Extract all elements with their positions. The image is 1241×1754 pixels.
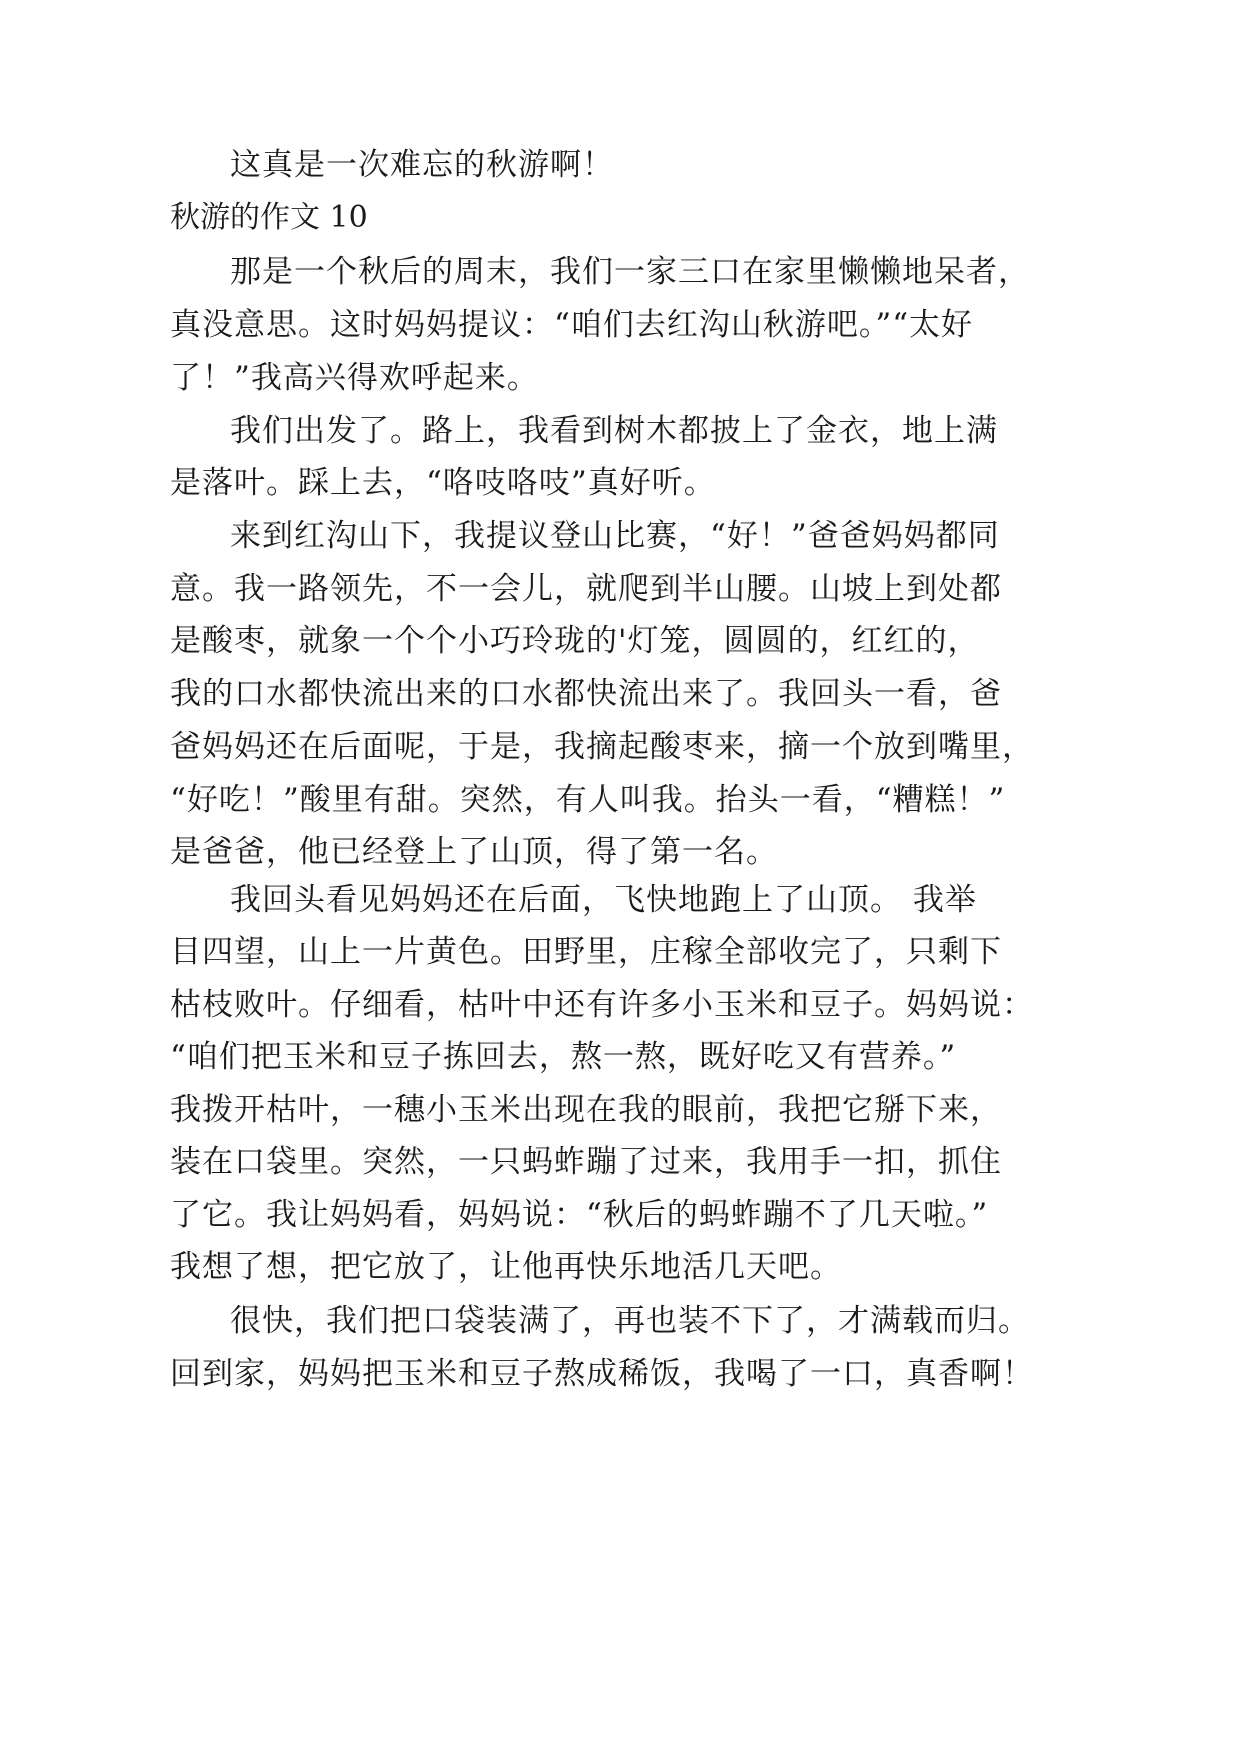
- text-line: 这真是一次难忘的秋游啊！: [230, 147, 614, 183]
- paragraph-line: “咱们把玉米和豆子拣回去，熬一熬，既好吃又有营养。”: [170, 1039, 957, 1075]
- paragraph-line: 了它。我让妈妈看，妈妈说：“秋后的蚂蚱蹦不了几天啦。”: [170, 1197, 989, 1233]
- paragraph-line: 是酸枣，就象一个个小巧玲珑的'灯笼，圆圆的，红红的，: [170, 623, 980, 659]
- paragraph-line: 了！”我高兴得欢呼起来。: [170, 360, 539, 396]
- paragraph-line: 来到红沟山下，我提议登山比赛，“好！”爸爸妈妈都同: [230, 518, 1000, 554]
- paragraph-line: 我的口水都快流出来的口水都快流出来了。我回头一看，爸: [170, 676, 1002, 712]
- paragraph-line: 意。我一路领先，不一会儿，就爬到半山腰。山坡上到处都: [170, 571, 1002, 607]
- paragraph-line: 我想了想，把它放了，让他再快乐地活几天吧。: [170, 1249, 842, 1285]
- paragraph-line: 我回头看见妈妈还在后面，飞快地跑上了山顶。 我举: [230, 882, 977, 918]
- paragraph-line: 我拨开枯叶，一穗小玉米出现在我的眼前，我把它掰下来，: [170, 1092, 1002, 1128]
- paragraph-line: 目四望，山上一片黄色。田野里，庄稼全部收完了，只剩下: [170, 934, 1002, 970]
- section-title: 秋游的作文 10: [170, 200, 368, 235]
- paragraph-line: 是爸爸，他已经登上了山顶，得了第一名。: [170, 834, 778, 870]
- paragraph-line: 装在口袋里。突然，一只蚂蚱蹦了过来，我用手一扣，抓住: [170, 1144, 1002, 1180]
- paragraph-line: “好吃！”酸里有甜。突然，有人叫我。抬头一看，“糟糕！”: [170, 782, 1006, 818]
- paragraph-line: 那是一个秋后的周末，我们一家三口在家里懒懒地呆者，: [230, 254, 1030, 290]
- paragraph-line: 真没意思。这时妈妈提议：“咱们去红沟山秋游吧。”“太好: [170, 307, 974, 343]
- paragraph-line: 很快，我们把口袋装满了，再也装不下了，才满载而归。: [230, 1303, 1030, 1339]
- paragraph-line: 回到家，妈妈把玉米和豆子熬成稀饭，我喝了一口，真香啊！: [170, 1356, 1034, 1392]
- paragraph-line: 我们出发了。路上，我看到树木都披上了金衣，地上满: [230, 413, 998, 449]
- paragraph-line: 爸妈妈还在后面呢，于是，我摘起酸枣来，摘一个放到嘴里，: [170, 729, 1034, 765]
- paragraph-line: 枯枝败叶。仔细看，枯叶中还有许多小玉米和豆子。妈妈说：: [170, 987, 1034, 1023]
- paragraph-line: 是落叶。踩上去，“咯吱咯吱”真好听。: [170, 465, 716, 501]
